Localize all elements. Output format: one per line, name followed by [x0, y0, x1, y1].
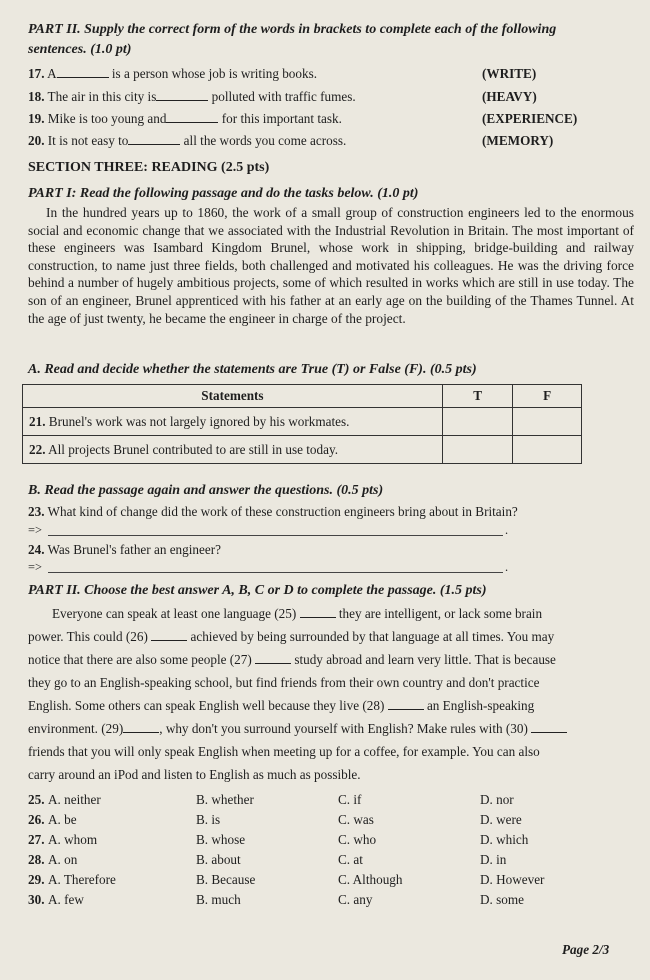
taskA-heading: A. Read and decide whether the statements are True (T) or False (F). (0.5 pts)	[28, 362, 477, 377]
answer-blank-20[interactable]	[128, 133, 180, 145]
word-20: (MEMORY)	[482, 133, 554, 148]
true-cell-21[interactable]	[442, 408, 513, 436]
question-23: 23. What kind of change did the work of these construction engineers bring about in Britain?	[28, 504, 518, 519]
option-c[interactable]: C. Although	[338, 872, 403, 887]
part2-heading-line2: sentences. (1.0 pt)	[28, 42, 132, 57]
cloze-line-5: English. Some others can speak English well because they live (28) an English-speaking	[28, 698, 535, 713]
option-c[interactable]: C. if	[338, 792, 362, 807]
cloze-line-1: Everyone can speak at least one language (25) they are intelligent, or lack some brain	[52, 606, 543, 621]
option-a[interactable]: A. whom	[48, 832, 98, 847]
header-false: F	[513, 385, 582, 408]
option-d[interactable]: D. nor	[480, 792, 514, 807]
word-18: (HEAVY)	[482, 89, 537, 104]
true-cell-22[interactable]	[442, 436, 513, 464]
page-number: Page 2/3	[562, 942, 610, 957]
option-d[interactable]: D. were	[480, 812, 522, 827]
blank-27[interactable]	[255, 652, 291, 664]
item-19: 19. Mike is too young and for this important task.	[28, 111, 342, 126]
cloze-line-3: notice that there are also some people (27) study abroad and learn very little. That is because	[28, 652, 556, 667]
option-b[interactable]: B. is	[196, 812, 221, 827]
option-c[interactable]: C. who	[338, 832, 377, 847]
option-c[interactable]: C. was	[338, 812, 374, 827]
option-a[interactable]: A. neither	[48, 792, 101, 807]
answer-arrow-23: =>	[28, 523, 42, 537]
option-d[interactable]: D. some	[480, 892, 524, 907]
option-c[interactable]: C. any	[338, 892, 373, 907]
blank-29[interactable]	[123, 721, 159, 733]
table-row	[23, 436, 582, 464]
statement-22: 22. All projects Brunel contributed to are still in use today.	[23, 436, 443, 464]
option-a[interactable]: A. be	[48, 812, 77, 827]
option-a[interactable]: A. few	[48, 892, 84, 907]
cloze-line-6: environment. (29) , why don't you surround yourself with English? Make rules with (30)	[28, 721, 567, 737]
question-24: 24. Was Brunel's father an engineer?	[28, 542, 221, 557]
table-header-row	[23, 385, 582, 408]
option-a[interactable]: A. on	[48, 852, 78, 867]
answer-line-23[interactable]	[48, 535, 503, 536]
cloze-line-8: carry around an iPod and listen to English as much as possible.	[28, 767, 361, 782]
item-18: 18. The air in this city is polluted with traffic fumes.	[28, 89, 356, 104]
statement-21: 21. Brunel's work was not largely ignored by his workmates.	[23, 408, 443, 436]
item-20: 20. It is not easy to all the words you come across.	[28, 133, 347, 148]
option-number: 28.	[28, 852, 45, 867]
header-true: T	[442, 385, 513, 408]
answer-end-23: .	[505, 523, 509, 537]
header-statements: Statements	[23, 385, 443, 408]
option-b[interactable]: B. whose	[196, 832, 246, 847]
answer-blank-19[interactable]	[166, 111, 218, 123]
part2-reading-heading: PART II. Choose the best answer A, B, C or D to complete the passage. (1.5 pts)	[28, 583, 487, 598]
section3-title: SECTION THREE: READING (2.5 pts)	[28, 160, 270, 175]
part1-heading: PART I: Read the following passage and do the tasks below. (1.0 pt)	[28, 186, 419, 201]
taskB-heading: B. Read the passage again and answer the questions. (0.5 pts)	[28, 483, 384, 498]
false-cell-22[interactable]	[513, 436, 582, 464]
cloze-line-2: power. This could (26) achieved by being surrounded by that language at all times. You may	[28, 629, 555, 644]
option-d[interactable]: D. in	[480, 852, 507, 867]
true-false-table	[22, 384, 582, 464]
option-number: 29.	[28, 872, 45, 887]
option-number: 27.	[28, 832, 45, 847]
answer-arrow-24: =>	[28, 560, 42, 574]
word-19: (EXPERIENCE)	[482, 111, 578, 126]
blank-30[interactable]	[531, 721, 567, 733]
option-d[interactable]: D. which	[480, 832, 529, 847]
option-d[interactable]: D. However	[480, 872, 545, 887]
part2-heading-line1: PART II. Supply the correct form of the words in brackets to complete each of the following	[28, 22, 557, 37]
blank-26[interactable]	[151, 629, 187, 641]
cloze-line-7: friends that you will only speak English when meeting up for a coffee, for example. You can also	[28, 744, 540, 759]
answer-end-24: .	[505, 560, 509, 574]
option-a[interactable]: A. Therefore	[48, 872, 116, 887]
answer-blank-17[interactable]	[57, 66, 109, 78]
option-number: 25.	[28, 792, 45, 807]
option-b[interactable]: B. about	[196, 852, 241, 867]
false-cell-21[interactable]	[513, 408, 582, 436]
blank-28[interactable]	[388, 698, 424, 710]
blank-25[interactable]	[300, 606, 336, 618]
table-row	[23, 408, 582, 436]
option-c[interactable]: C. at	[338, 852, 363, 867]
option-b[interactable]: B. much	[196, 892, 241, 907]
word-17: (WRITE)	[482, 66, 537, 81]
option-b[interactable]: B. Because	[196, 872, 256, 887]
answer-blank-18[interactable]	[156, 89, 208, 101]
reading-passage: In the hundred years up to 1860, the work of a small group of construction engineers led to the enormous social and economic change that we associated with the Industrial Revolution in Britain. The most important of these engineers was Isambard Kingdom Brunel, whose work in shipping, bridge-building and railway construction, to name just three fields, both challenged and motivated his colleagues. He was the driving force behind a number of hugely ambitious projects, some of which resulted in works which are still in use today. The son of an engineer, Brunel apprenticed with his father at an early age on the building of the Thames Tunnel. At the age of just twenty, he became the engineer in charge of the project.	[28, 205, 634, 326]
option-number: 26.	[28, 812, 45, 827]
option-b[interactable]: B. whether	[196, 792, 254, 807]
answer-line-24[interactable]	[48, 572, 503, 573]
item-17: 17. A is a person whose job is writing books.	[28, 66, 318, 81]
option-number: 30.	[28, 892, 45, 907]
cloze-line-4: they go to an English-speaking school, but find friends from their own country and don't practice	[28, 675, 540, 690]
